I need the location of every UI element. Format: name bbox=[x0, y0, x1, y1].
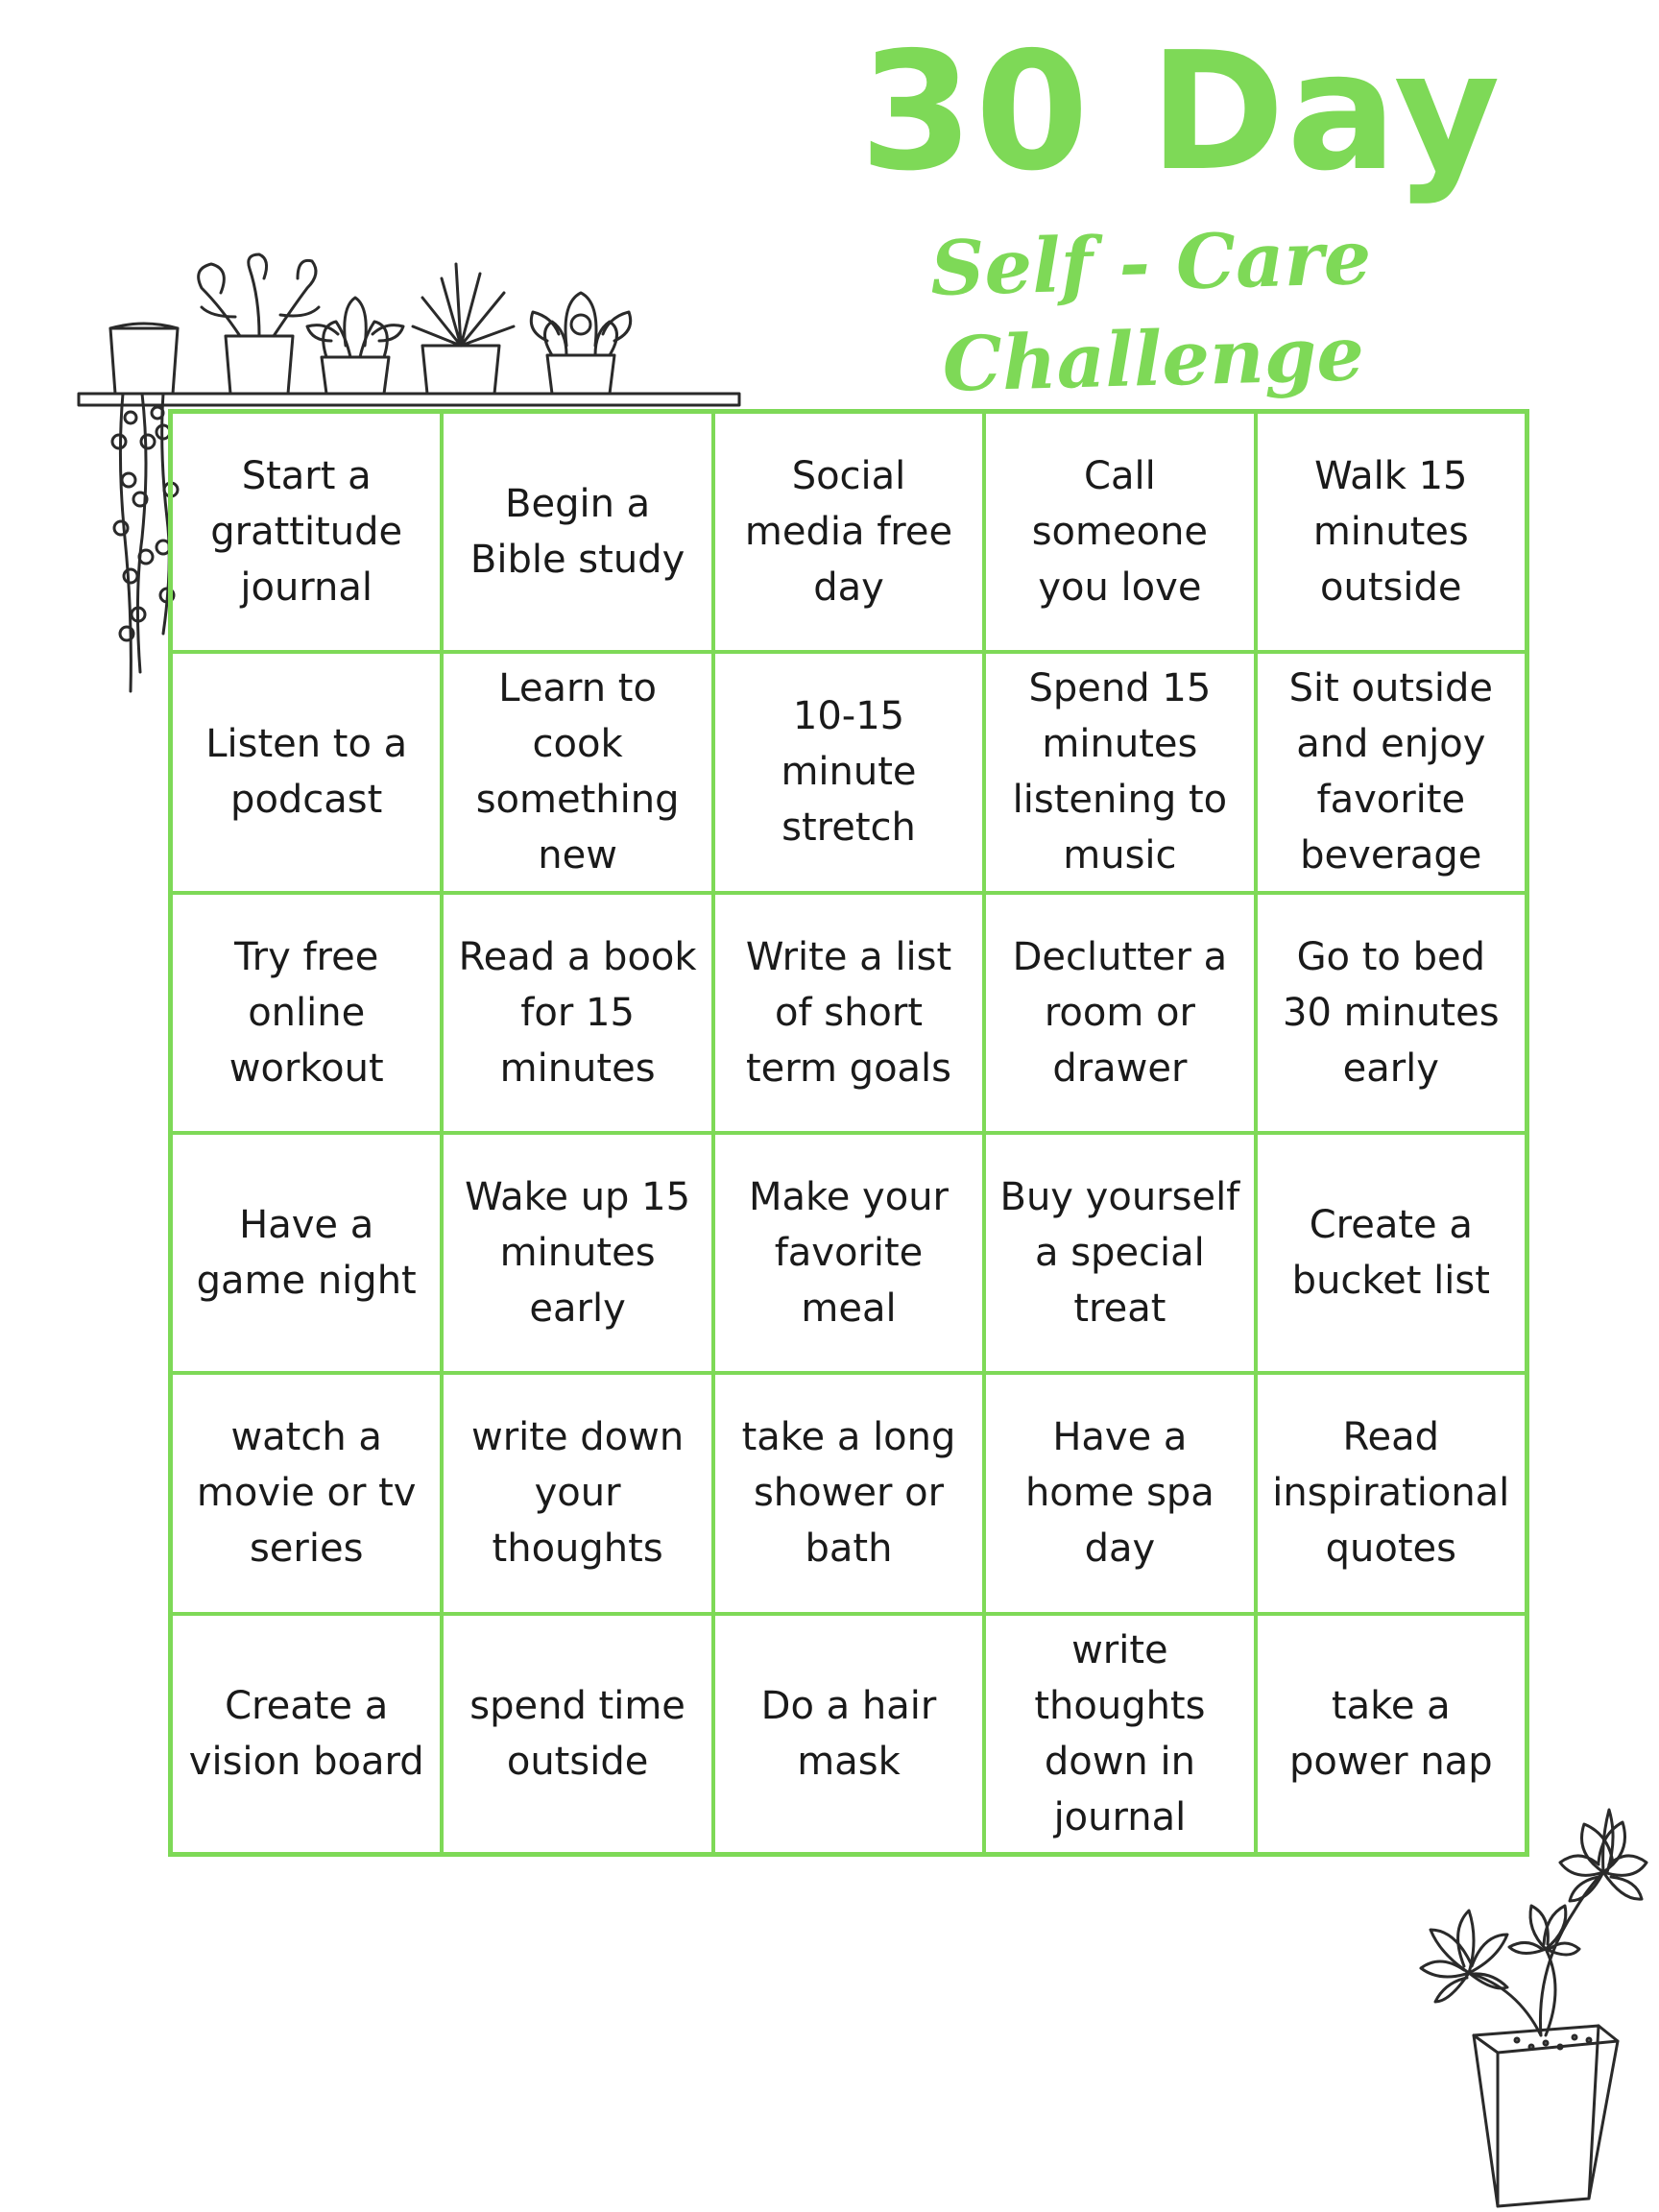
challenge-cell: Learn to cook something new bbox=[442, 652, 712, 892]
challenge-cell: Go to bed 30 minutes early bbox=[1256, 893, 1527, 1133]
challenge-cell: Read a book for 15 minutes bbox=[442, 893, 712, 1133]
challenge-cell: Social media free day bbox=[713, 412, 984, 652]
challenge-cell: take a long shower or bath bbox=[713, 1373, 984, 1613]
challenge-cell: Try free online workout bbox=[171, 893, 442, 1133]
challenge-cell: Create a bucket list bbox=[1256, 1133, 1527, 1373]
page-subtitle: Self - Care Challenge bbox=[928, 214, 1373, 409]
challenge-cell: Begin a Bible study bbox=[442, 412, 712, 652]
challenge-cell: Buy yourself a special treat bbox=[984, 1133, 1255, 1373]
challenge-grid bbox=[168, 409, 1529, 1857]
challenge-cell: Read inspirational quotes bbox=[1256, 1373, 1527, 1613]
challenge-cell: Sit outside and enjoy favorite beverage bbox=[1256, 652, 1527, 892]
challenge-cell: write down your thoughts bbox=[442, 1373, 712, 1613]
challenge-cell: Start a grattitude journal bbox=[171, 412, 442, 652]
challenge-cell: write thoughts down in journal bbox=[984, 1614, 1255, 1854]
page-title: 30 Day bbox=[859, 17, 1503, 207]
challenge-cell: watch a movie or tv series bbox=[171, 1373, 442, 1613]
challenge-cell: Wake up 15 minutes early bbox=[442, 1133, 712, 1373]
challenge-cell: Have a home spa day bbox=[984, 1373, 1255, 1613]
challenge-cell: Spend 15 minutes listening to music bbox=[984, 652, 1255, 892]
challenge-cell: Do a hair mask bbox=[713, 1614, 984, 1854]
challenge-cell: Declutter a room or drawer bbox=[984, 893, 1255, 1133]
challenge-cell: Create a vision board bbox=[171, 1614, 442, 1854]
challenge-cell: spend time outside bbox=[442, 1614, 712, 1854]
challenge-cell: Have a game night bbox=[171, 1133, 442, 1373]
challenge-cell: take a power nap bbox=[1256, 1614, 1527, 1854]
challenge-cell: Listen to a podcast bbox=[171, 652, 442, 892]
challenge-cell: Make your favorite meal bbox=[713, 1133, 984, 1373]
challenge-cell: Walk 15 minutes outside bbox=[1256, 412, 1527, 652]
succulent-pot-illustration bbox=[1382, 1795, 1659, 2212]
challenge-cell: 10-15 minute stretch bbox=[713, 652, 984, 892]
challenge-cell: Write a list of short term goals bbox=[713, 893, 984, 1133]
challenge-cell: Call someone you love bbox=[984, 412, 1255, 652]
